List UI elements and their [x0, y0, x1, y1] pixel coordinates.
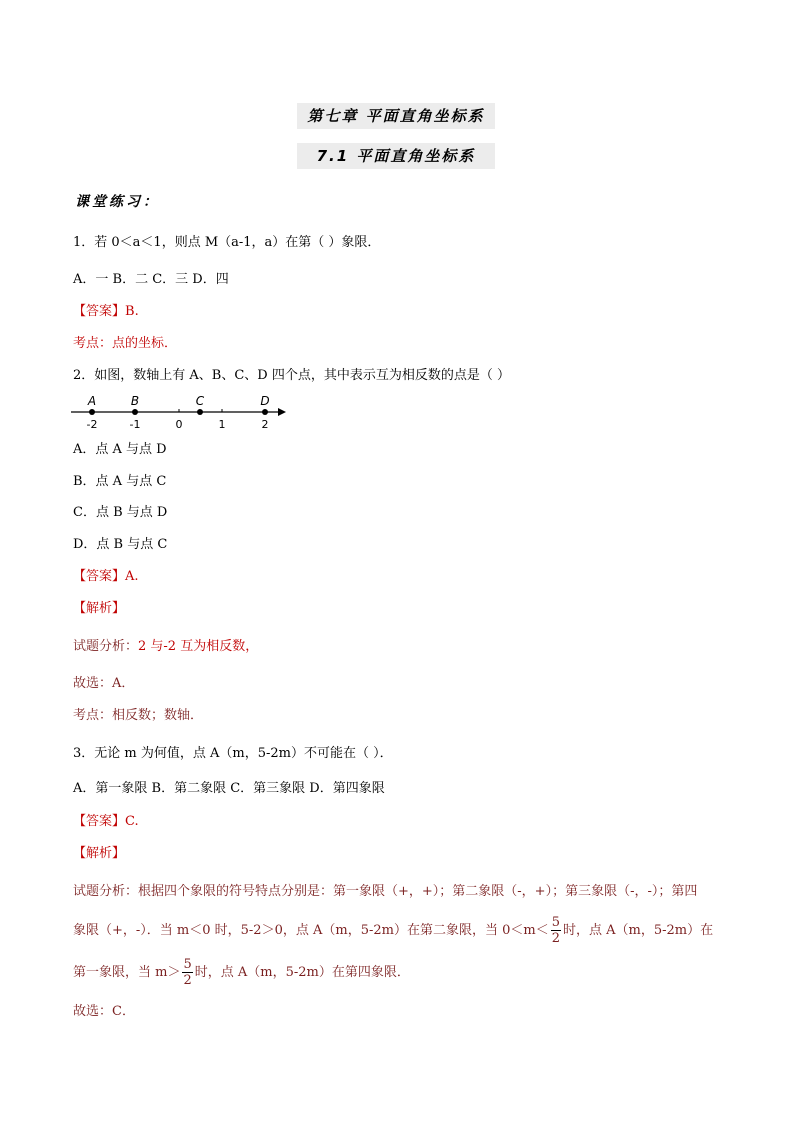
point-d	[262, 409, 268, 415]
answer-value: B.	[125, 304, 139, 319]
number-line	[68, 392, 290, 432]
q3-analysis-line-3	[73, 950, 410, 996]
kaodian-value: 相反数；数轴．	[112, 708, 204, 723]
fraction-denominator: 2	[551, 931, 560, 946]
tick-label: -2	[86, 418, 98, 431]
answer-value: A.	[125, 569, 139, 584]
q3-analysis-line-1: 试题分析：根据四个象限的符号特点分别是：第一象限（+，+）；第二象限（-，+）；第三象限（-，-）；第四	[73, 884, 698, 899]
q2-analysis	[73, 637, 258, 657]
fraction-five-halves	[182, 957, 192, 988]
exercise-heading: 课堂练习：	[75, 194, 160, 210]
q2-kaodian	[73, 706, 203, 726]
q2-option-a: A．点 A 与点 D	[73, 442, 167, 457]
analysis-text: 2 与-2 互为相反数，	[138, 639, 259, 654]
chapter-title: 第七章 平面直角坐标系	[297, 103, 495, 129]
analysis-text: 象限（+，-）．当 m＜0 时，5-2＞0，点 A（m，5-2m）在第二象限，当 0＜m＜	[73, 923, 549, 938]
point-b	[132, 409, 138, 415]
answer-value: C.	[125, 814, 139, 829]
tick-label: 2	[261, 418, 269, 431]
tick-label: 1	[218, 418, 226, 431]
q2-analysis-label: 【解析】	[73, 601, 126, 616]
q2-stem: 2．如图，数轴上有 A、B、C、D 四个点，其中表示互为相反数的点是（ ）	[73, 368, 510, 383]
point-a	[89, 409, 95, 415]
q3-choice: 故选：C．	[73, 1004, 135, 1019]
section-title: 7.1 平面直角坐标系	[297, 143, 495, 169]
q3-analysis-label: 【解析】	[73, 846, 126, 861]
q2-choice: 故选：A．	[73, 676, 135, 691]
kaodian-label: 考点：	[73, 708, 113, 723]
q3-analysis-line-2	[73, 908, 713, 954]
tick-label: 0	[175, 418, 183, 431]
q2-option-b: B．点 A 与点 C	[73, 474, 167, 489]
point-label: C	[195, 394, 205, 408]
q1-answer	[73, 302, 139, 322]
point-label: A	[87, 394, 97, 408]
q1-kaodian	[73, 334, 177, 354]
q3-answer	[73, 812, 139, 832]
fraction-denominator: 2	[183, 973, 192, 988]
q2-option-c: C．点 B 与点 D	[73, 505, 168, 520]
point-label: B	[130, 394, 140, 408]
fraction-five-halves	[551, 915, 561, 946]
point-c	[197, 409, 203, 415]
point-label: D	[260, 394, 270, 408]
kaodian-value: 点的坐标．	[112, 336, 178, 351]
q3-options: A．第一象限 B．第二象限 C．第三象限 D．第四象限	[73, 781, 385, 796]
q3-stem: 3．无论 m 为何值，点 A（m，5-2m）不可能在（ ）．	[73, 746, 393, 761]
answer-label: 【答案】	[73, 814, 126, 829]
answer-label: 【答案】	[73, 304, 126, 319]
answer-label: 【答案】	[73, 569, 126, 584]
q2-answer	[73, 567, 139, 587]
q1-options: A．一 B．二 C．三 D．四	[73, 272, 229, 287]
tick-label: -1	[129, 418, 141, 431]
fraction-numerator: 5	[183, 957, 192, 972]
analysis-text: 第一象限，当 m＞	[73, 965, 181, 980]
kaodian-label: 考点：	[73, 336, 113, 351]
q2-option-d: D．点 B 与点 C	[73, 537, 168, 552]
analysis-prefix: 试题分析：	[73, 639, 139, 654]
fraction-numerator: 5	[551, 915, 560, 930]
q1-stem: 1．若 0＜a＜1，则点 M（a-1，a）在第（ ）象限．	[73, 235, 381, 250]
analysis-text: 时，点 A（m，5-2m）在	[562, 923, 714, 938]
analysis-text: 时，点 A（m，5-2m）在第四象限．	[194, 965, 410, 980]
